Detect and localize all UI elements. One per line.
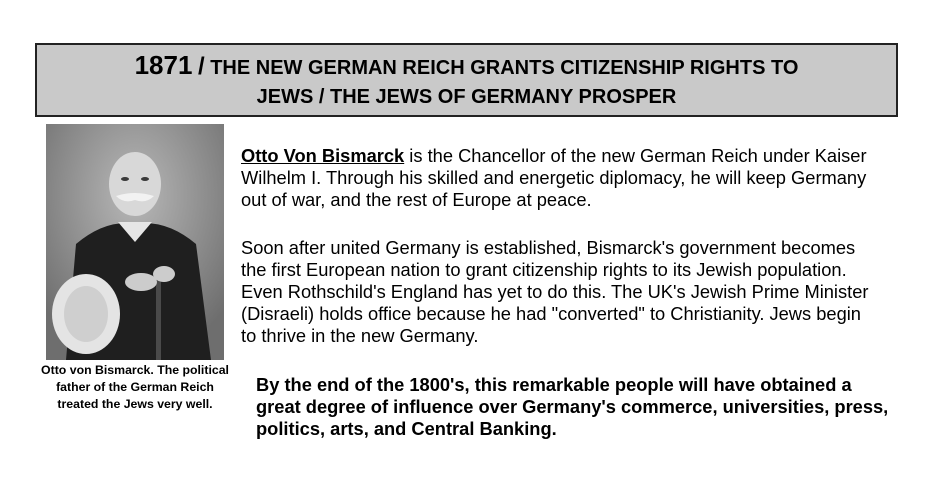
caption-line-2: father of the German Reich — [56, 380, 214, 394]
caption-line-1: Otto von Bismarck. The political — [41, 363, 229, 377]
title-text-line-2: JEWS / THE JEWS OF GERMANY PROSPER — [256, 86, 677, 108]
bismarck-portrait-image — [46, 124, 224, 360]
paragraph-influence: By the end of the 1800's, this remarkable people will have obtained a great degree of influence over Germany's commerce, universities, press, politics, arts, and Central Banking. — [256, 374, 889, 439]
title-slash: / — [197, 53, 205, 80]
photo-caption — [22, 362, 248, 413]
title-text-line-1: THE NEW GERMAN REICH GRANTS CITIZENSHIP RIGHTS TO — [210, 57, 799, 79]
paragraph-citizenship: Soon after united Germany is established, Bismarck's government becomes the first European nation to grant citizenship rights to its Jewish population. Even Rothschild's England has yet to do this. The UK's Jewish Prime Minister (Disraeli) holds office because he had "converted" to Christianity. Jews begin to thrive in the new Germany. — [241, 237, 869, 346]
bismarck-name: Otto Von Bismarck — [241, 145, 405, 166]
title-line-1 — [37, 51, 896, 83]
paragraph-bismarck — [241, 145, 881, 211]
paragraph-1-text: is the Chancellor of the new German Reich under Kaiser Wilhelm I. Through his skilled and energetic diplomacy, he will keep Germany out of war, and the rest of Europe at peace. — [241, 145, 867, 210]
caption-line-3: treated the Jews very well. — [57, 397, 213, 411]
title-year: 1871 — [134, 50, 193, 80]
title-banner — [35, 43, 898, 117]
